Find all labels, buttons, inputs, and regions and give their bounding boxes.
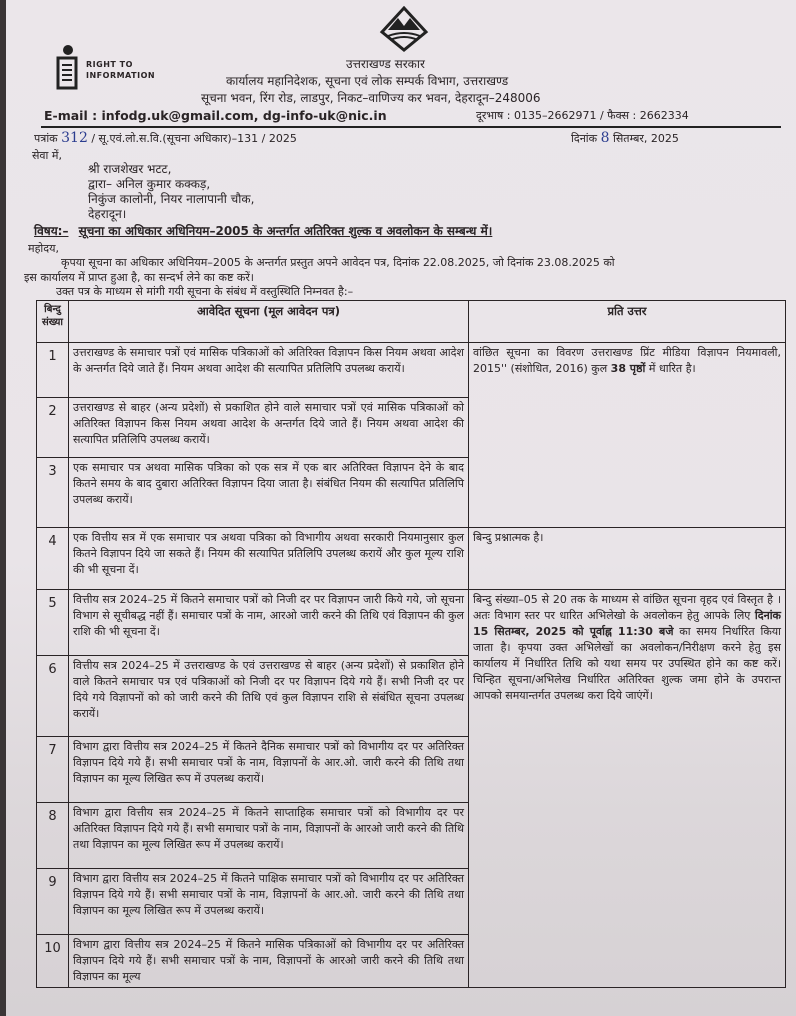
ref-label: पत्रांक (34, 132, 58, 145)
subject-text: सूचना का अधिकार अधिनियम–2005 के अन्तर्गत अतिरिक्त शुल्क व अवलोकन के सम्बन्ध में। (78, 224, 493, 238)
phone-fax: दूरभाष : 0135–2662971 / फैक्स : 2662334 (476, 109, 689, 122)
header-requested-info: आवेदित सूचना (मूल आवेदन पत्र) (69, 301, 469, 343)
row-request: उत्तराखण्ड से बाहर (अन्य प्रदेशों) से प्रकाशित होने वाले समाचार पत्रों एवं मासिक पत्रिकाओं को अतिरिक्त विज्ञापन किस नियम अथवा आदेश के अन्तर्गत दिये जाते हैं। नियम अथवा आदेश की सत्यापित प्रतिलिपि उपलब्ध करायें। (69, 398, 469, 458)
rti-response-table (36, 300, 786, 988)
body-line-3: उक्त पत्र के माध्यम से मांगी गयी सूचना के संबंध में वस्तुस्थिति निम्नवत है:– (56, 285, 354, 298)
row-request: एक वित्तीय सत्र में एक समाचार पत्र अथवा पत्रिका को विभागीय अथवा सरकारी नियमानुसार कुल कितने विज्ञापन दिये जा सकते हैं। नियम की सत्यापित प्रतिलिपि उपलब्ध करायें और कुल मूल्य राशि की भी सूचना दें। (69, 528, 469, 590)
rti-logo-text: RIGHT TO INFORMATION (86, 60, 156, 80)
addressee-line: निकुंज कालोनी, नियर नालापानी चौक, (88, 192, 255, 206)
body-line-2: इस कार्यालय में प्राप्त हुआ है, का सन्दर्भ लेने का कष्ट करें। (24, 271, 254, 284)
response-tail: में धारित है। (645, 362, 696, 375)
header-point-number: बिन्दु संख्या (37, 301, 69, 343)
addressee-line: द्वारा– अनिल कुमार कक्कड़, (88, 177, 211, 191)
office-address: सूचना भवन, रिंग रोड, लाडपुर, निकट–वाणिज्य कर भवन, देहरादून–248006 (201, 91, 541, 105)
table-row (37, 343, 786, 398)
row-number: 1 (37, 343, 69, 398)
table-row (37, 528, 786, 590)
body-line-1: कृपया सूचना का अधिकार अधिनियम–2005 के अन्तर्गत प्रस्तुत अपने आवेदन पत्र, दिनांक 22.08.2025, जो दिनांक 23.08.2025 को (61, 256, 615, 269)
row-request: विभाग द्वारा वित्तीय सत्र 2024–25 में कितने मासिक पत्रिकाओं को विभागीय दर पर अतिरिक्त विज्ञापन दिये गये हैं। सभी समाचार पत्रों के नाम, विज्ञापनों के आरओ जारी करने की तिथि तथा विज्ञापन का मूल्य (69, 935, 469, 988)
row-request: एक समाचार पत्र अथवा मासिक पत्रिका को एक सत्र में एक बार अतिरिक्त विज्ञापन देने के बाद कितने समय के बाद दुबारा अतिरिक्त विज्ञापन दिया जाता है। संबंधित नियम की सत्यापित प्रतिलिपि उपलब्ध करायें। (69, 458, 469, 528)
uttarakhand-emblem-icon (374, 6, 434, 52)
date-handwritten: 8 (600, 130, 610, 146)
row-request: वित्तीय सत्र 2024–25 में कितने समाचार पत्रों को निजी दर पर विज्ञापन जारी किये गये, जो सूचना विभाग से सूचीबद्ध नहीं हैं। समाचार पत्रों के नाम, आरओ जारी करने की तिथि एवं विज्ञापन की कुल राशि की भी सूचना दें। (69, 590, 469, 656)
row-number: 8 (37, 803, 69, 869)
office-name: कार्यालय महानिदेशक, सूचना एवं लोक सम्पर्क विभाग, उत्तराखण्ड (226, 74, 509, 88)
addressee-block (88, 162, 254, 222)
row-request: विभाग द्वारा वित्तीय सत्र 2024–25 में कितने साप्ताहिक समाचार पत्रों को विभागीय दर पर अतिरिक्त विज्ञापन दिये गये हैं। सभी समाचार पत्रों के नाम, विज्ञापनों के आरओ जारी करने की तिथि तथा विज्ञापन का मूल्य लिखित रूप में उपलब्ध करायें। (69, 803, 469, 869)
table-row (37, 590, 786, 656)
addressee-line: श्री राजशेखर भटट, (88, 162, 172, 176)
response-text: वांछित सूचना का विवरण उत्तराखण्ड प्रिंट मीडिया विज्ञापन नियमावली, 2015'' (संशोधित, 2016) कुल (473, 346, 781, 375)
row-number: 3 (37, 458, 69, 528)
row-number: 7 (37, 737, 69, 803)
row-request: विभाग द्वारा वित्तीय सत्र 2024–25 में कितने दैनिक समाचार पत्रों को विभागीय दर पर अतिरिक्त विज्ञापन दिये गये हैं। सभी समाचार पत्रों के नाम, विज्ञापनों के आर.ओ. जारी करने की तिथि तथा विज्ञापन का मूल्य लिखित रूप में उपलब्ध करायें। (69, 737, 469, 803)
row-number: 2 (37, 398, 69, 458)
table-header-row (37, 301, 786, 343)
rti-logo (56, 45, 166, 91)
govt-name: उत्तराखण्ड सरकार (346, 57, 425, 71)
addressee-line: देहरादून। (88, 207, 127, 221)
response-text: बिन्दु संख्या–05 से 20 तक के माध्यम से वांछित सूचना वृहद एवं विस्तृत है । अतः विभाग स्तर पर धारित अभिलेखो के अवलोकन हेतु आपके लिए (473, 593, 781, 622)
header-divider (41, 126, 781, 128)
ref-handwritten: 312 (61, 130, 88, 146)
response-bold: 38 पृष्ठों (610, 362, 646, 375)
row-request: वित्तीय सत्र 2024–25 में उत्तराखण्ड के एवं उत्तराखण्ड से बाहर (अन्य प्रदेशों) से प्रकाशित होने वाले कितने समाचार पत्र एवं पत्रिकाओं को निजी दर पर विज्ञापन दिये गये हैं। सभी निजी दर पर दिये गये विज्ञापनों को को जारी करने की तिथि एवं कुल विज्ञापन राशि से संबंधित सूचना उपलब्ध करायें। (69, 656, 469, 737)
row-request: उत्तराखण्ड के समाचार पत्रों एवं मासिक पत्रिकाओं को अतिरिक्त विज्ञापन किस नियम अथवा आदेश के अन्तर्गत दिये जाते हैं। नियम अथवा आदेश की सत्यापित प्रतिलिपि उपलब्ध करायें। (69, 343, 469, 398)
row-number: 6 (37, 656, 69, 737)
ref-rest: / सू.एवं.लो.स.वि.(सूचना अधिकार)–131 / 2025 (91, 132, 297, 145)
header-response: प्रति उत्तर (469, 301, 786, 343)
letter-date (571, 130, 679, 147)
response-cell (469, 590, 786, 988)
salutation: महोदय, (28, 242, 59, 255)
reference-number (34, 130, 297, 147)
rti-logo-icon (56, 45, 82, 91)
email-line: E-mail : infodg.uk@gmail.com, dg-info-uk@nic.in (44, 108, 387, 123)
row-number: 9 (37, 869, 69, 935)
subject-label: विषय:– (34, 224, 69, 238)
response-cell: बिन्दु प्रश्नात्मक है। (469, 528, 786, 590)
response-cell (469, 343, 786, 528)
to-label: सेवा में, (32, 149, 62, 162)
response-tail: का समय निर्धारित किया जाता है। कृपया उक्त अभिलेखों का अवलोकन/निरीक्षण करने हेतु इस कार्यालय में निर्धारित तिथि को यथा समय पर उपस्थित होने का कष्ट करें। चिन्हित सूचना/अभिलेख निर्धारित अतिरिक्त शुल्क जमा होने के उपरान्त आपको समयान्तर्गत उपलब्ध करा दिये जाएंगें। (473, 625, 781, 702)
row-request: विभाग द्वारा वित्तीय सत्र 2024–25 में कितने पाक्षिक समाचार पत्रों को विभागीय दर पर अतिरिक्त विज्ञापन दिये गये हैं। सभी समाचार पत्रों के नाम, विज्ञापनों के आर.ओ. जारी करने की तिथि तथा विज्ञापन का मूल्य लिखित रूप में उपलब्ध करायें। (69, 869, 469, 935)
date-label: दिनांक (571, 132, 598, 145)
row-number: 5 (37, 590, 69, 656)
letter-page (6, 0, 796, 1016)
row-number: 4 (37, 528, 69, 590)
subject-line (34, 224, 492, 239)
date-rest: सितम्बर, 2025 (613, 132, 679, 145)
row-number: 10 (37, 935, 69, 988)
response-bold: दिनांक 15 सितम्बर, 2025 को पूर्वाह्न 11:30 बजे (473, 609, 781, 638)
